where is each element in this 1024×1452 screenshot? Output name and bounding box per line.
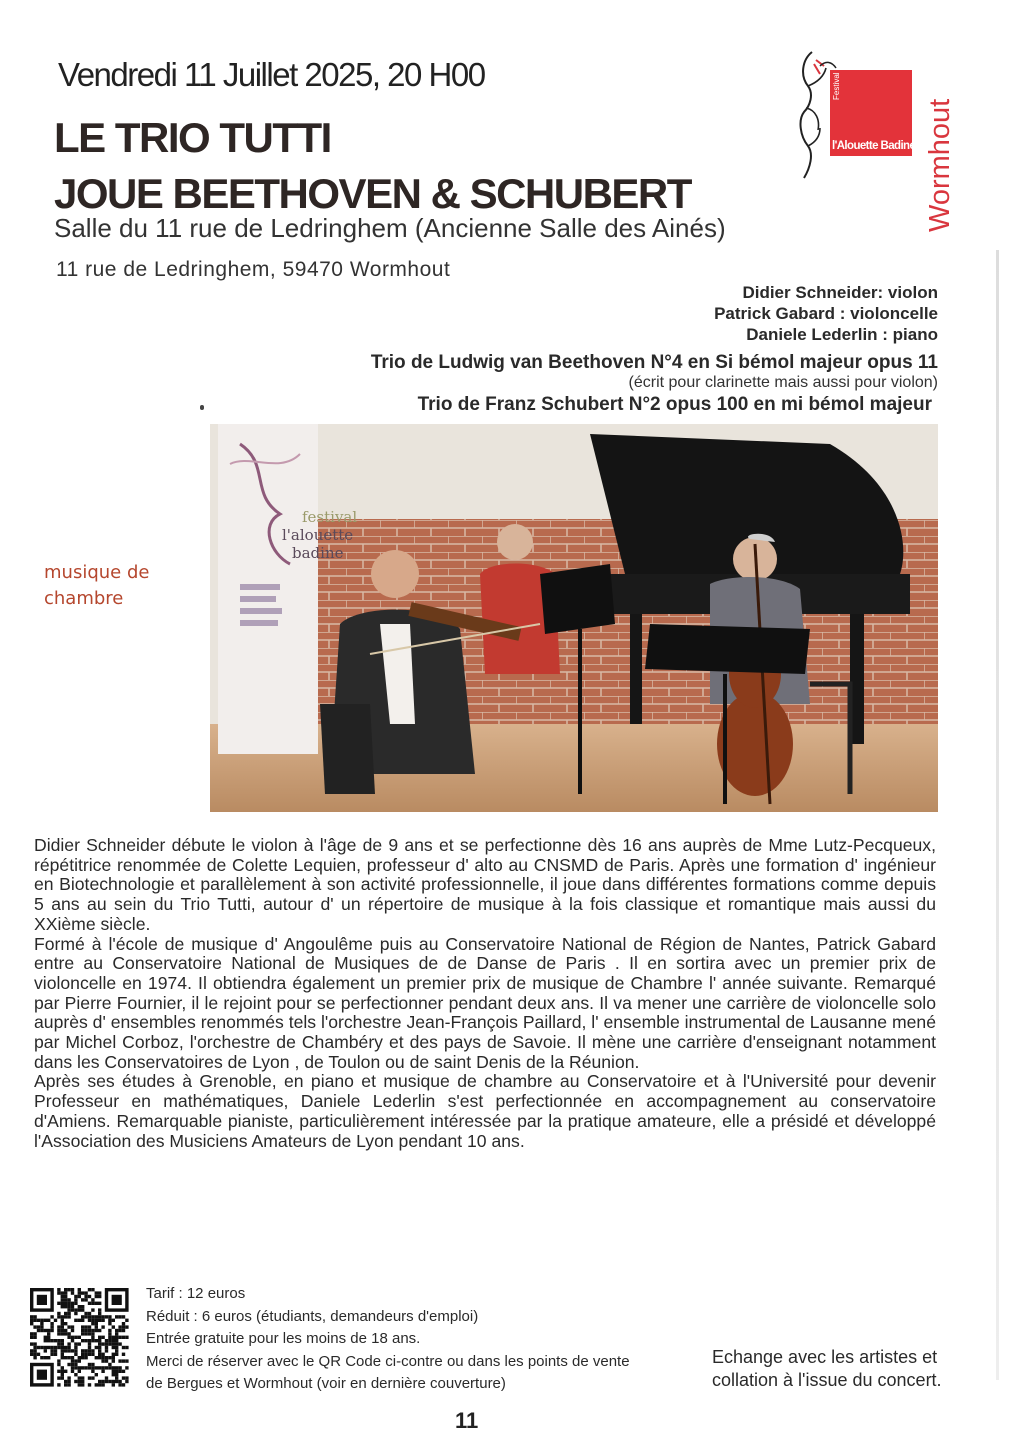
- event-date: Vendredi 11 Juillet 2025, 20 H00: [58, 56, 485, 93]
- musician-violin: Didier Schneider: violon: [742, 283, 938, 302]
- genre-label: musique de chambre: [44, 562, 150, 609]
- poster-line-2: l'alouette: [282, 526, 354, 544]
- address: 11 rue de Ledringhem, 59470 Wormhout: [56, 258, 451, 281]
- program-work-2: Trio de Franz Schubert N°2 opus 100 en mi bémol majeur: [417, 394, 932, 415]
- venue: Salle du 11 rue de Ledringhem (Ancienne Salle des Ainés): [54, 213, 726, 243]
- reservation-note-1: Merci de réserver avec le QR Code ci-contre ou dans les points de vente: [146, 1352, 630, 1370]
- page-number: 11: [455, 1408, 479, 1433]
- scan-edge-line: [996, 250, 999, 1380]
- biography-text: [34, 836, 936, 1151]
- price-free: Entrée gratuite pour les moins de 18 ans.: [146, 1330, 421, 1347]
- festival-logo: [790, 46, 914, 186]
- event-title-line1: LE TRIO TUTTI: [54, 114, 331, 161]
- pricing-info: [146, 1283, 630, 1396]
- logo-main-text: l'Alouette Badine: [832, 140, 916, 152]
- program-work-1-note: (écrit pour clarinette mais aussi pour violon): [628, 374, 938, 391]
- bio-patrick-gabard: Formé à l'école de musique d' Angoulême puis au Conservatoire National de Région de Nantes, Patrick Gabard entre au Conservatoire National de Musiques de de Danse de Paris . Il en sortira avec un premier prix de violoncelle en 1974. Il obtiendra également un premier prix de musique de Chambre l' année suivante. Remarqué par Pierre Fournier, il le rejoint pour se perfectionner pendant deux ans. Il va mener une carrière de violoncelle solo auprès d' ensembles renommés tels l'orchestre Jean-François Paillard, l' ensemble instrumental de Lausanne mené par Michel Corboz, l'orchestre de Chambéry et des pays de Savoie. Il mène une carrière d'enseignant notamment dans les Conservatoires de Lyon , de Toulon ou de saint Denis de la Réunion.: [34, 933, 936, 1072]
- concert-photo-illustration: [210, 424, 938, 812]
- program-work-1: Trio de Ludwig van Beethoven N°4 en Si bémol majeur opus 11: [370, 352, 938, 373]
- price-full: Tarif : 12 euros: [146, 1285, 246, 1302]
- bio-didier-schneider: Didier Schneider débute le violon à l'âge de 9 ans et se perfectionne dès 16 ans auprès de Mme Lutz-Pecqueux, répétitrice renommée de Colette Lequien, professeur d' alto au CNSMD de Paris. Après une formation d' ingénieur en Biotechnologie et parallèlement à son activité professionnelle, il joue dans différentes formations comme depuis 5 ans au sein du Trio Tutti, autour d' un répertoire de musique à la fois classique et romantique mais aussi du XXième siècle.: [34, 835, 936, 934]
- town-label: Wormhout: [924, 98, 956, 232]
- musician-list: [714, 282, 938, 345]
- event-title-line2: JOUE BEETHOVEN & SCHUBERT: [54, 170, 691, 217]
- scan-speck: [200, 405, 204, 410]
- reservation-note-2: de Bergues et Wormhout (voir en dernière couverture): [146, 1375, 506, 1392]
- poster-line-3: badine: [292, 544, 344, 562]
- trio-photo: [210, 424, 938, 812]
- poster-line-1: festival: [302, 508, 358, 526]
- reservation-qr-code[interactable]: [30, 1288, 132, 1392]
- musician-piano: Daniele Lederlin : piano: [746, 325, 938, 344]
- price-reduced: Réduit : 6 euros (étudiants, demandeurs d'emploi): [146, 1307, 479, 1325]
- artist-exchange-note: Echange avec les artistes et collation à l'issue du concert.: [712, 1347, 942, 1390]
- qr-code-icon[interactable]: [30, 1288, 132, 1392]
- logo-small-text: Festival: [832, 72, 841, 100]
- bio-daniele-lederlin: Après ses études à Grenoble, en piano et musique de chambre au Conservatoire et à l'Université pour devenir Professeur en mathématiques, Daniele Lederlin s'est perfectionnée en accompagnement au conservatoire d'Amiens. Remarquable pianiste, particulièrement intéressée par la pratique amateure, elle a présidé et développé l'Association des Musiciens Amateurs de Lyon pendant 10 ans.: [34, 1071, 936, 1151]
- musician-cello: Patrick Gabard : violoncelle: [714, 304, 938, 323]
